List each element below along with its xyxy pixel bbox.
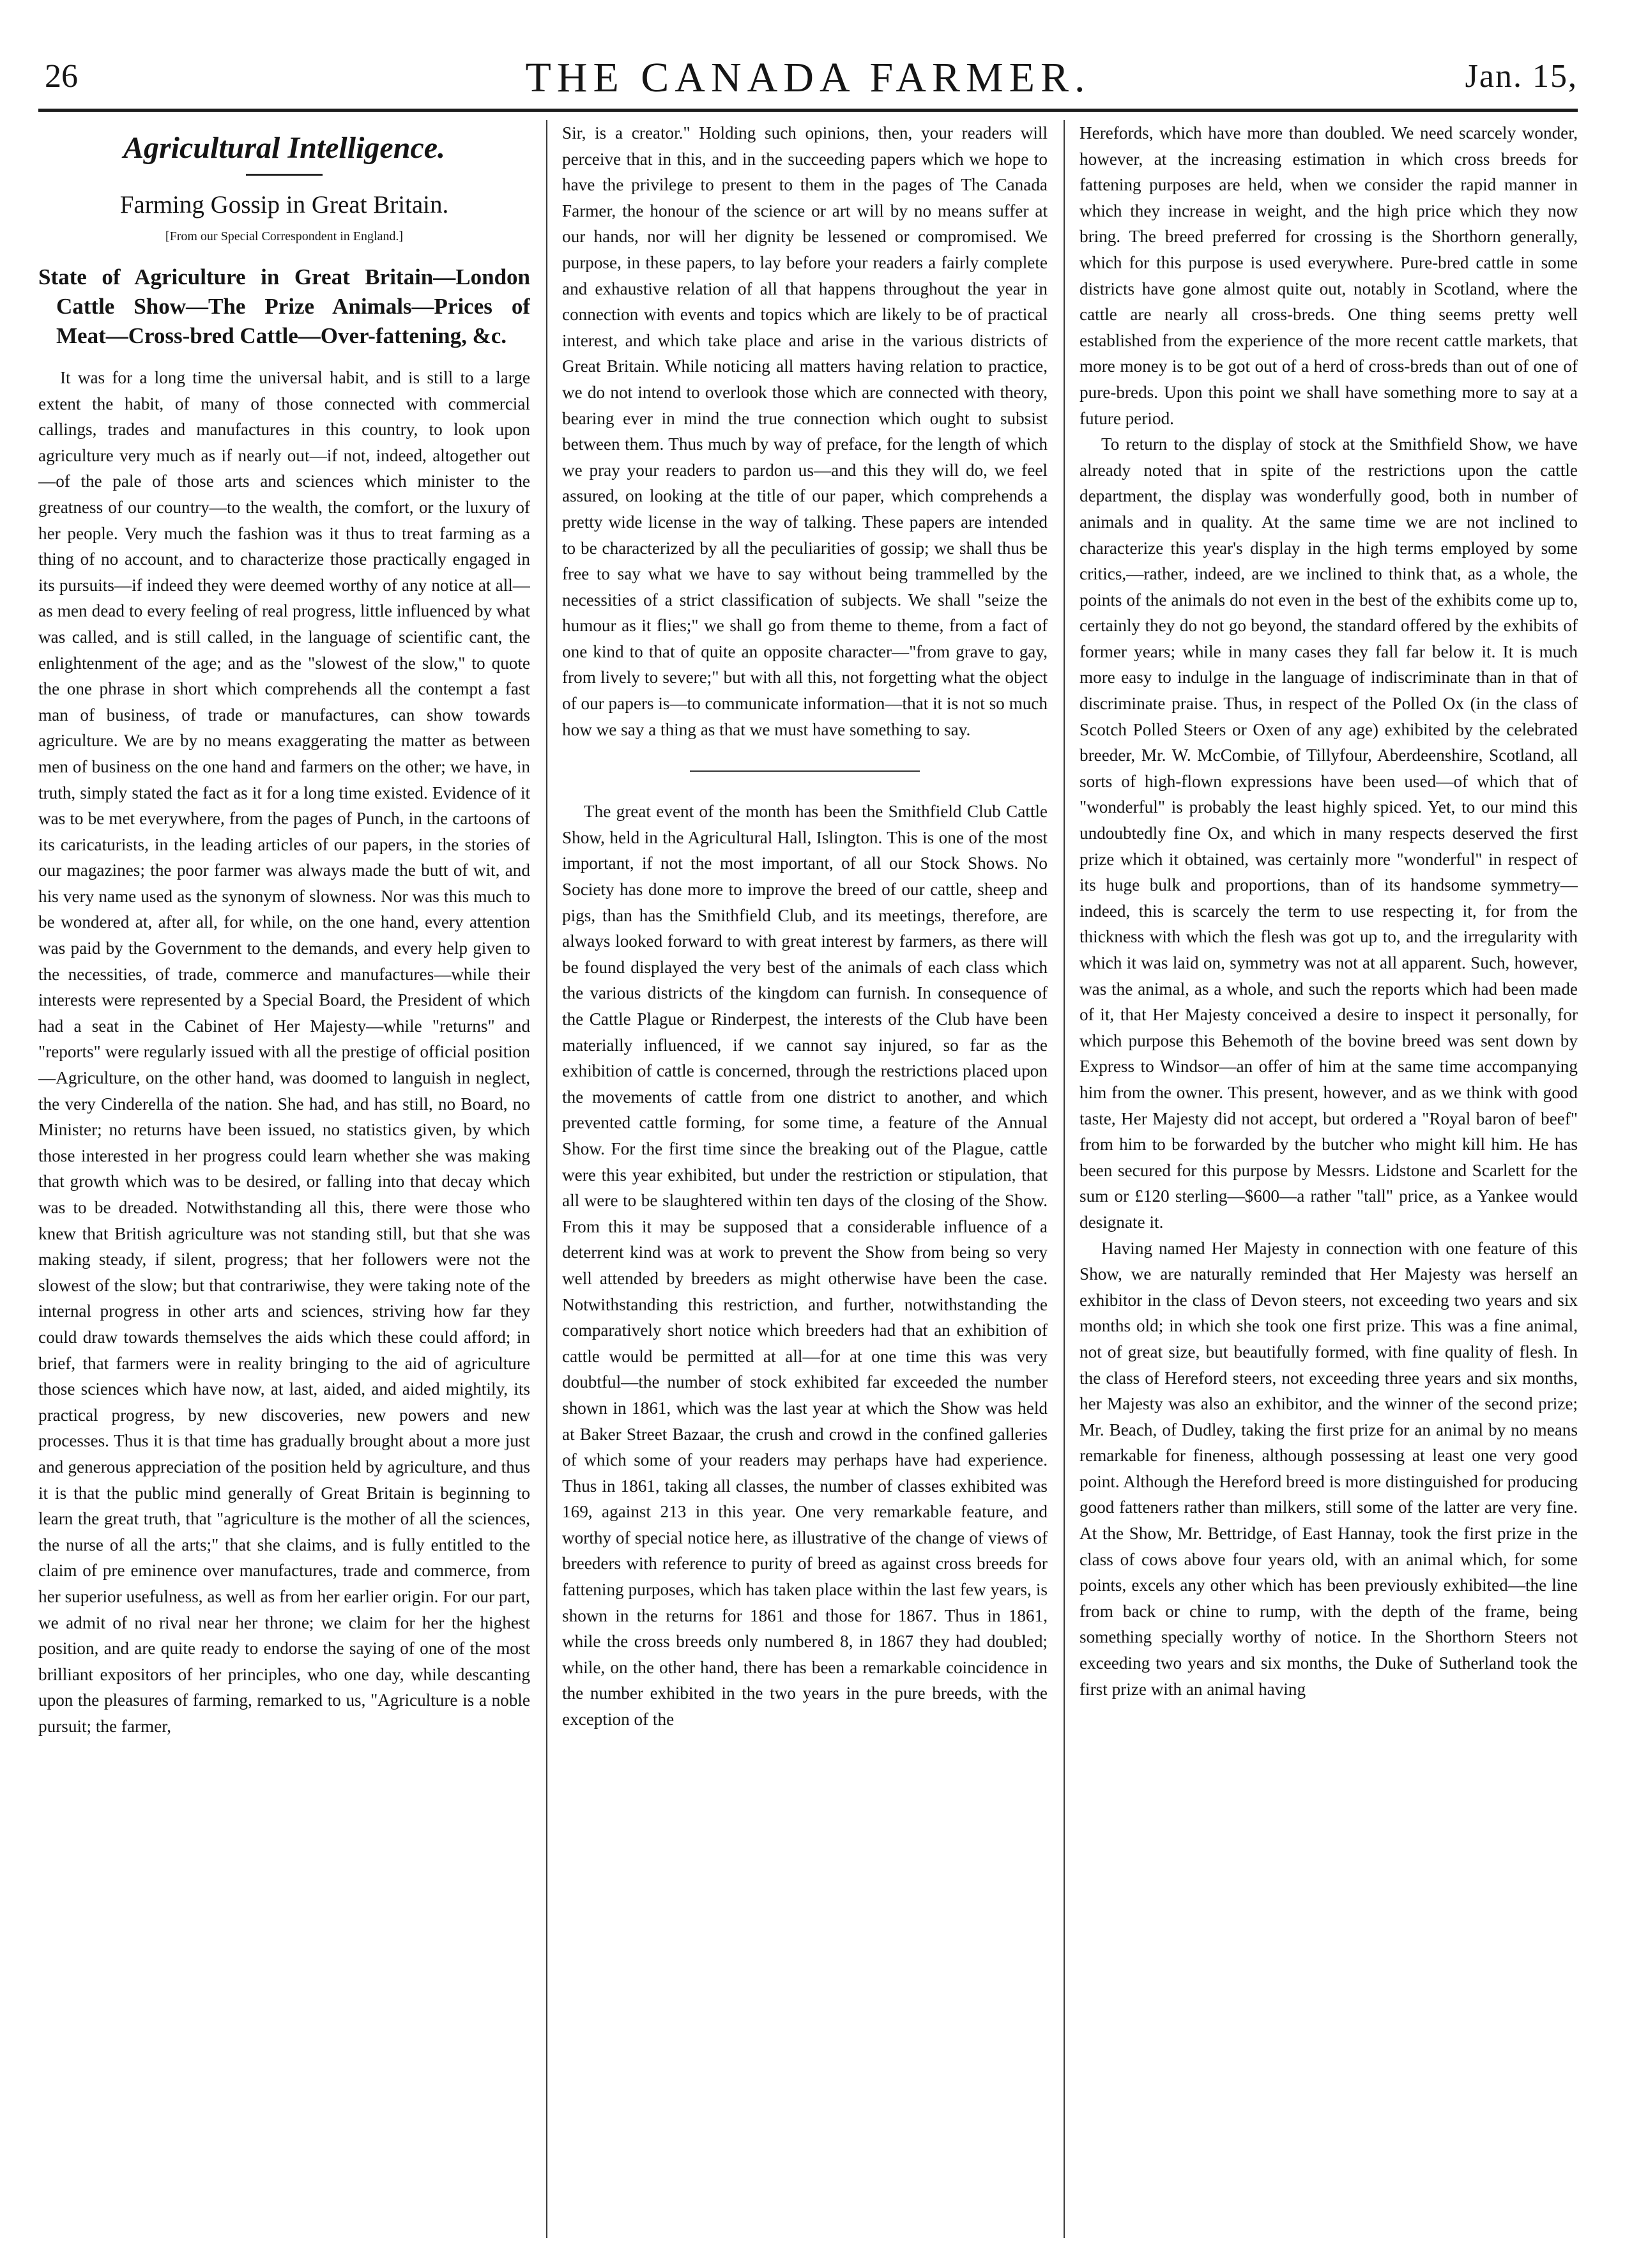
page-number: 26 xyxy=(45,58,78,95)
article-paragraph: Sir, is a creator." Holding such opinions, then, your readers will perceive that in this, and in the succeeding papers which we hope to have the privilege to present to them in the pages of The Canada Farmer, the honour of the science or art will by no means suffer at our hands, nor will her dignity be lessened or compromised. We purpose, in these papers, to lay before your readers a fairly complete and exhaustive relation of all that happens throughout the year in connection with events and topics which are likely to be of practical interest, and which take place and arise in the various districts of Great Britain. While noticing all matters having relation to practice, we do not intend to overlook those which are connected with theory, bearing ever in mind the true connection which ought to subsist between them. Thus much by way of preface, for the length of which we pray your readers to pardon us—and this they will do, we feel assured, on looking at the title of our paper, which comprehends a pretty wide license in the way of talking. These papers are intended to be characterized by all the peculiarities of gossip; we shall thus be free to say what we have to say without being trammelled by the necessities of a strict classification of subjects. We shall "seize the humour as it flies;" we shall go from theme to theme, from a fact of one kind to that of quite an opposite character—"from grave to gay, from lively to severe;" but with all this, not forgetting what the object of our papers is—to communicate information—that it is not so much how we say a thing as that we must have something to say. xyxy=(562,123,1048,739)
column-divider xyxy=(546,120,547,2238)
article-paragraph: It was for a long time the universal habit, and is still to a large extent the habit, of many of those connected with commercial callings, trades and manufactures in this country, to look upon agriculture very much as if nearly out—if not, indeed, altogether out—of the pale of those arts and sciences which minister to the greatness of our country—to the wealth, the comfort, or the luxury of her people. Very much the fashion was it thus to treat farming as a thing of no account, and to characterize those practically engaged in its pursuits—if indeed they were deemed worthy of any notice at all—as men dead to every feeling of real progress, little influenced by what was called, and is still called, in the language of scientific cant, the enlightenment of the age; and as the "slowest of the slow," to quote the one phrase in short which comprehends all the contempt a fast man of business, of trade or manufactures, can show towards agriculture. We are by no means exaggerating the matter as between men of business on the one hand and farmers on the other; we have, in truth, simply stated the fact as it for a long time existed. Evidence of it was to be met everywhere, from the pages of Punch, in the cartoons of its caricaturists, in the leading articles of our papers, in the stories of our magazines; the poor farmer was always made the butt of wit, and his very name used as the synonym of slowness. Nor was this much to be wondered at, after all, for while, on the one hand, every attention was paid by the Government to the demands, and every help given to the necessities, of trade, commerce and manufactures—while their interests were represented by a Special Board, the President of which had a seat in the Cabinet of Her Majesty—while "returns" and "reports" were regularly issued with all the prestige of official position—Agriculture, on the other hand, was doomed to languish in neglect, the very Cinderella of the nation. She had, and has still, no Board, no Minister; no returns have been issued, no statistics given, by which those interested in her progress could learn whether she was making that growth which was to be desired, or falling into that decay which was to be dreaded. Notwithstanding all this, there were those who knew that British agriculture was not standing still, but that she was making steady, if silent, progress; that her followers were not the slowest of the slow; but that contrariwise, they were taking note of the internal progress in other arts and sciences, striving how far they could draw towards themselves the aids which these could afford; in brief, that farmers were in reality bringing to the aid of agriculture those sciences which have now, at last, aided, and aided mightily, its practical progress, by new discoveries, new powers and new processes. Thus it is that time has gradually brought about a more just and generous appreciation of the position held by agriculture, and thus it is that the public mind generally of Great Britain is beginning to learn the great truth, that "agriculture is the mother of all the sciences, the nurse of all the arts;" that she claims, and is fully entitled to the claim of pre eminence over manufactures, trade and commerce, from her superior usefulness, as well as from her earlier origin. For our part, we admit of no rival near her throne; we claim for her the highest position, and are quite ready to endorse the saying of one of the most brilliant expositors of her principles, who one day, while descanting upon the pleasures of farming, remarked to us, "Agriculture is a noble pursuit; the farmer, xyxy=(38,368,530,1736)
article-summary: State of Agriculture in Great Britain—London Cattle Show—The Prize Animals—Prices of Meat—Cross-bred Cattle—Over-fattening, &c. xyxy=(38,264,530,348)
section-rule xyxy=(690,770,920,772)
article-paragraph: The great event of the month has been the Smithfield Club Cattle Show, held in the Agricultural Hall, Islington. This is one of the most important, if not the most important, of all our Stock Shows. No Society has done more to improve the breed of our cattle, sheep and pigs, than has the Smithfield Club, and its meetings, therefore, are always looked forward to with great interest by farmers, as there will be found displayed the very best of the animals of each class which the various districts of the kingdom can furnish. In consequence of the Cattle Plague or Rinderpest, the interests of the Club have been materially influenced, if we cannot say injured, so far as the exhibition of cattle is concerned, through the restrictions placed upon the movements of cattle from one district to another, and which prevented cattle forming, for some time, a feature of the Annual Show. For the first time since the breaking out of the Plague, cattle were this year exhibited, but under the restriction or stipulation, that all were to be slaughtered within ten days of the closing of the Show. From this it may be supposed that a considerable influence of a deterrent kind was at work to prevent the Show from being so very well attended by breeders as might otherwise have been the case. Notwithstanding this restriction, and further, notwithstanding the comparatively short notice which breeders had that an exhibition of cattle would be permitted at all—for at one time this was very doubtful—the number of stock exhibited far exceeded the number shown in 1861, which was the last year at which the Show was held at Baker Street Bazaar, the crush and crowd in the confined galleries of which some of your readers may perhaps have had experience. Thus in 1861, taking all classes, the number of classes exhibited was 169, against 213 in this year. One very remarkable feature, and worthy of special notice here, as illustrative of the change of views of breeders with reference to purity of breed as against cross breeds for fattening purposes, which has taken place within the last few years, is shown in the returns for 1861 and those for 1867. Thus in 1861, while the cross breeds only numbered 8, in 1867 they had doubled; while, on the other hand, there has been a remarkable coincidence in the number exhibited in the two years in the pure breeds, with the exception of the xyxy=(562,802,1048,1729)
page-header xyxy=(38,32,1578,109)
issue-date: Jan. 15, xyxy=(1465,58,1578,95)
masthead: THE CANADA FARMER. xyxy=(525,54,1091,101)
heading-rule xyxy=(246,174,323,176)
article-paragraph: Herefords, which have more than doubled. We need scarcely wonder, however, at the increasing estimation in which cross breeds for fattening purposes are held, when we consider the rapid manner in which they increase in weight, and the high price which they now bring. The breed preferred for crossing is the Shorthorn generally, which for this purpose is used everywhere. Pure-bred cattle in some districts have gone almost quite out, notably in Scotland, where the cattle are nearly all cross-breds. One thing seems pretty well established from the experience of the more recent cattle markets, that more money is to be got out of a herd of cross-breds than out of one of pure-breds. Upon this point we shall have something more to say at a future period. xyxy=(1080,123,1578,428)
section-heading: Agricultural Intelligence. xyxy=(123,131,446,165)
column-3 xyxy=(1080,120,1578,2238)
column-1 xyxy=(38,120,530,2238)
column-divider xyxy=(1064,120,1065,2238)
article-paragraph: To return to the display of stock at the Smithfield Show, we have already noted that in spite of the restrictions upon the cattle department, the display was wonderfully good, both in number of animals and in quality. At the same time we are not inclined to characterize this year's display in the high terms employed by some critics,—rather, indeed, are we inclined to think that, as a whole, the points of the animals do not even in the best of the exhibits come up to, certainly they do not go beyond, the standard offered by the exhibits of former years; while in many cases they fall far below it. It is much more easy to indulge in the language of indiscriminate than in that of discriminate praise. Thus, in respect of the Polled Ox (in the class of Scotch Polled Steers or Oxen of any age) exhibited by the celebrated breeder, Mr. W. McCombie, of Tillyfour, Aberdeenshire, Scotland, all sorts of high-flown expressions have been used—of which that of "wonderful" is probably the least highly spiced. Yet, to our mind this undoubtedly fine Ox, and which in many respects deserved the first prize which it obtained, was certainly more "wonderful" in respect of its huge bulk and proportions, than of its handsome symmetry—indeed, this is scarcely the term to use respecting it, for from the thickness with which the flesh was got up to, and the irregularity with which it was laid on, symmetry was not at all apparent. Such, however, was the animal, as a whole, and such the reports which had been made of it, that Her Majesty conceived a desire to inspect it personally, for which purpose this Behemoth of the bovine breed was sent down by Express to Windsor—an offer of him at the same time accompanying him from the owner. This present, however, and as we think with good taste, Her Majesty did not accept, but ordered a "Royal baron of beef" from him to be forwarded by the butcher who might kill him. He has been secured for this purpose by Messrs. Lidstone and Scarlett for the sum or £120 sterling—$600—a rather "tall" price, as a Yankee would designate it. xyxy=(1080,434,1578,1232)
column-2 xyxy=(562,120,1048,2238)
correspondent-line: [From our Special Correspondent in England.] xyxy=(165,229,404,243)
header-rule xyxy=(38,109,1578,112)
article-paragraph: Having named Her Majesty in connection with one feature of this Show, we are naturally reminded that Her Majesty was herself an exhibitor in the class of Devon steers, not exceeding two years and six months old; in which she took one first prize. This was a fine animal, not of great size, but beautifully formed, with fine quality of flesh. In the class of Hereford steers, not exceeding three years and six months, her Majesty was also an exhibitor, and the winner of the second prize; Mr. Beach, of Dudley, taking the first prize for an animal by no means remarkable for fineness, although possessing at least one very good point. Although the Hereford breed is more distinguished for producing good fatteners rather than milkers, still some of the latter are very fine. At the Show, Mr. Bettridge, of East Hannay, took the first prize in the class of cows above four years old, with an animal which, for some points, excels any other which has been previously exhibited—the line from back or chine to rump, with the depth of the frame, being something specially worthy of notice. In the Shorthorn Steers not exceeding two years and six months, the Duke of Sutherland took the first prize with an animal having xyxy=(1080,1238,1578,1699)
article-title: Farming Gossip in Great Britain. xyxy=(119,191,449,218)
